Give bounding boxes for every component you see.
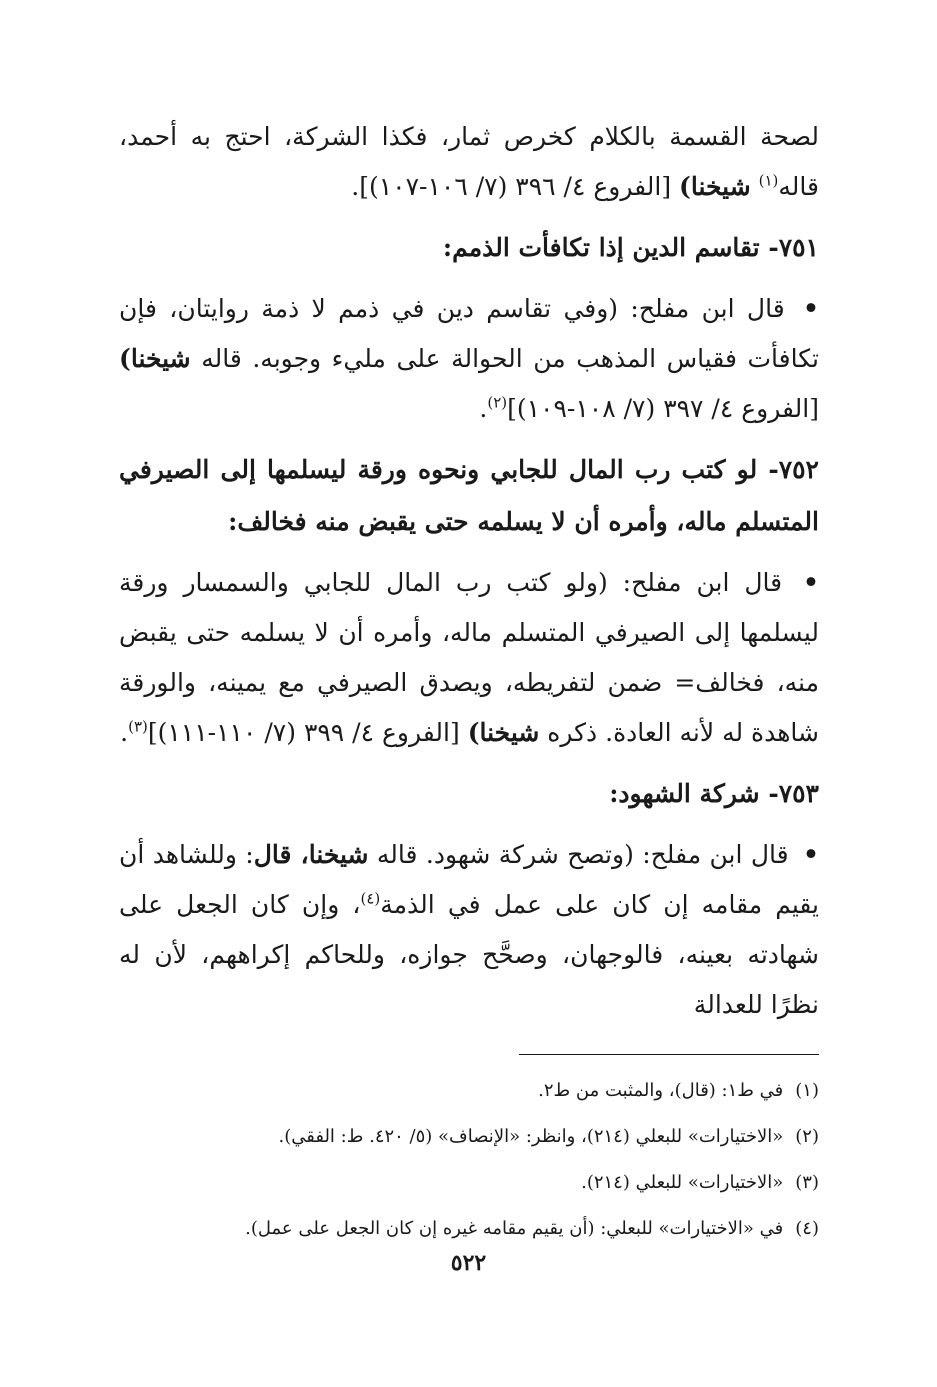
footnote-number: (٢) (795, 1126, 819, 1147)
bold-text: شيخنا) (467, 718, 540, 747)
footnote-ref[interactable]: (٣) (128, 717, 148, 736)
text-run: : وللشاهد أن يقيم مقامه إن كان على عمل في الذمة (119, 840, 819, 919)
text-run: . (120, 718, 129, 747)
footnote-number: (٣) (795, 1172, 819, 1193)
bold-text: شيخنا، قال (253, 840, 369, 869)
text-run: [الفروع ٤/ ٣٩٦ (٧/ ١٠٦-١٠٧)]. (351, 172, 680, 201)
page-number: ٥٢٢ (450, 1250, 487, 1276)
text-run: قال ابن مفلح: (وتصح شركة شهود. قاله (368, 840, 797, 869)
footnote-text: «الاختيارات» للبعلي (٢١٤). (581, 1172, 784, 1193)
paragraph-753 (119, 830, 819, 1030)
section-heading-751 (119, 222, 819, 274)
footnote-text: «الاختيارات» للبعلي (٢١٤)، وانظر: «الإنصاف» (٥/ ٤٢٠. ط: الفقي). (278, 1126, 784, 1147)
bullet-icon: • (803, 840, 819, 869)
text-run: قال ابن مفلح: (ولو كتب رب المال للجابي والسمسار ورقة ليسلمها إلى الصيرفي المتسلم ماله، وأمره أن لا يسلمه حتى يقبض منه، فخالف= ضمن لتفريطه، ويصدق الصيرفي مع يمينه، والورقة شاهدة له لأنه العادة. ذكره (119, 568, 819, 747)
footnote-text: في ط١: (قال)، والمثبت من ط٢. (538, 1080, 784, 1101)
section-number: ٧٥١- (768, 233, 819, 262)
footnote-item (119, 1114, 819, 1160)
section-title: تقاسم الدين إذا تكافأت الذمم: (442, 233, 769, 262)
bold-text: شيخنا) (119, 344, 191, 373)
footnotes (119, 1068, 819, 1252)
section-title: لو كتب رب المال للجابي ونحوه ورقة ليسلمها إلى الصيرفي المتسلم ماله، وأمره أن لا يسلمه حتى يقبض منه فخالف: (119, 455, 819, 536)
bullet-icon: • (803, 294, 819, 323)
section-number: ٧٥٢- (768, 455, 819, 484)
footnote-item (119, 1068, 819, 1114)
section-heading-752 (119, 444, 819, 548)
footnote-divider (519, 1054, 819, 1055)
footnote-number: (٤) (795, 1218, 819, 1239)
section-number: ٧٥٣- (768, 779, 819, 808)
paragraph-751 (119, 284, 819, 434)
section-heading-753 (119, 768, 819, 820)
text-run: قال ابن مفلح: (وفي تقاسم دين في ذمم لا ذمة روايتان، فإن تكافأت فقياس المذهب من الحوالة على مليء وجوبه. قاله (119, 294, 819, 373)
footnote-text: في «الاختيارات» للبعلي: (أن يقيم مقامه غيره إن كان الجعل على عمل). (245, 1218, 784, 1239)
footnote-ref[interactable]: (٢) (487, 393, 508, 412)
text-run: [الفروع ٤/ ٣٩٧ (٧/ ١٠٨-١٠٩)] (507, 394, 819, 423)
bullet-icon: • (803, 568, 819, 597)
footnote-ref[interactable]: (١) (758, 171, 779, 190)
text-run: [الفروع ٤/ ٣٩٩ (٧/ ١١٠-١١١)] (147, 718, 468, 747)
bold-text: شيخنا) (679, 172, 751, 201)
main-text (119, 112, 819, 1030)
text-run: . (479, 394, 488, 423)
text-run: لصحة القسمة بالكلام كخرص ثمار، فكذا الشركة، احتج به أحمد، قاله (119, 122, 819, 201)
footnote-item (119, 1160, 819, 1206)
paragraph-continuation (119, 112, 819, 212)
footnote-item (119, 1206, 819, 1252)
footnote-number: (١) (795, 1080, 819, 1101)
text-run: ، وإن كان الجعل على شهادته بعينه، فالوجهان، وصحَّح جوازه، وللحاكم إكراههم، لأن له نظرًا للعدالة (119, 890, 819, 1019)
footnote-ref[interactable]: (٤) (360, 889, 381, 908)
section-title: شركة الشهود: (609, 779, 769, 808)
paragraph-752 (119, 558, 819, 758)
